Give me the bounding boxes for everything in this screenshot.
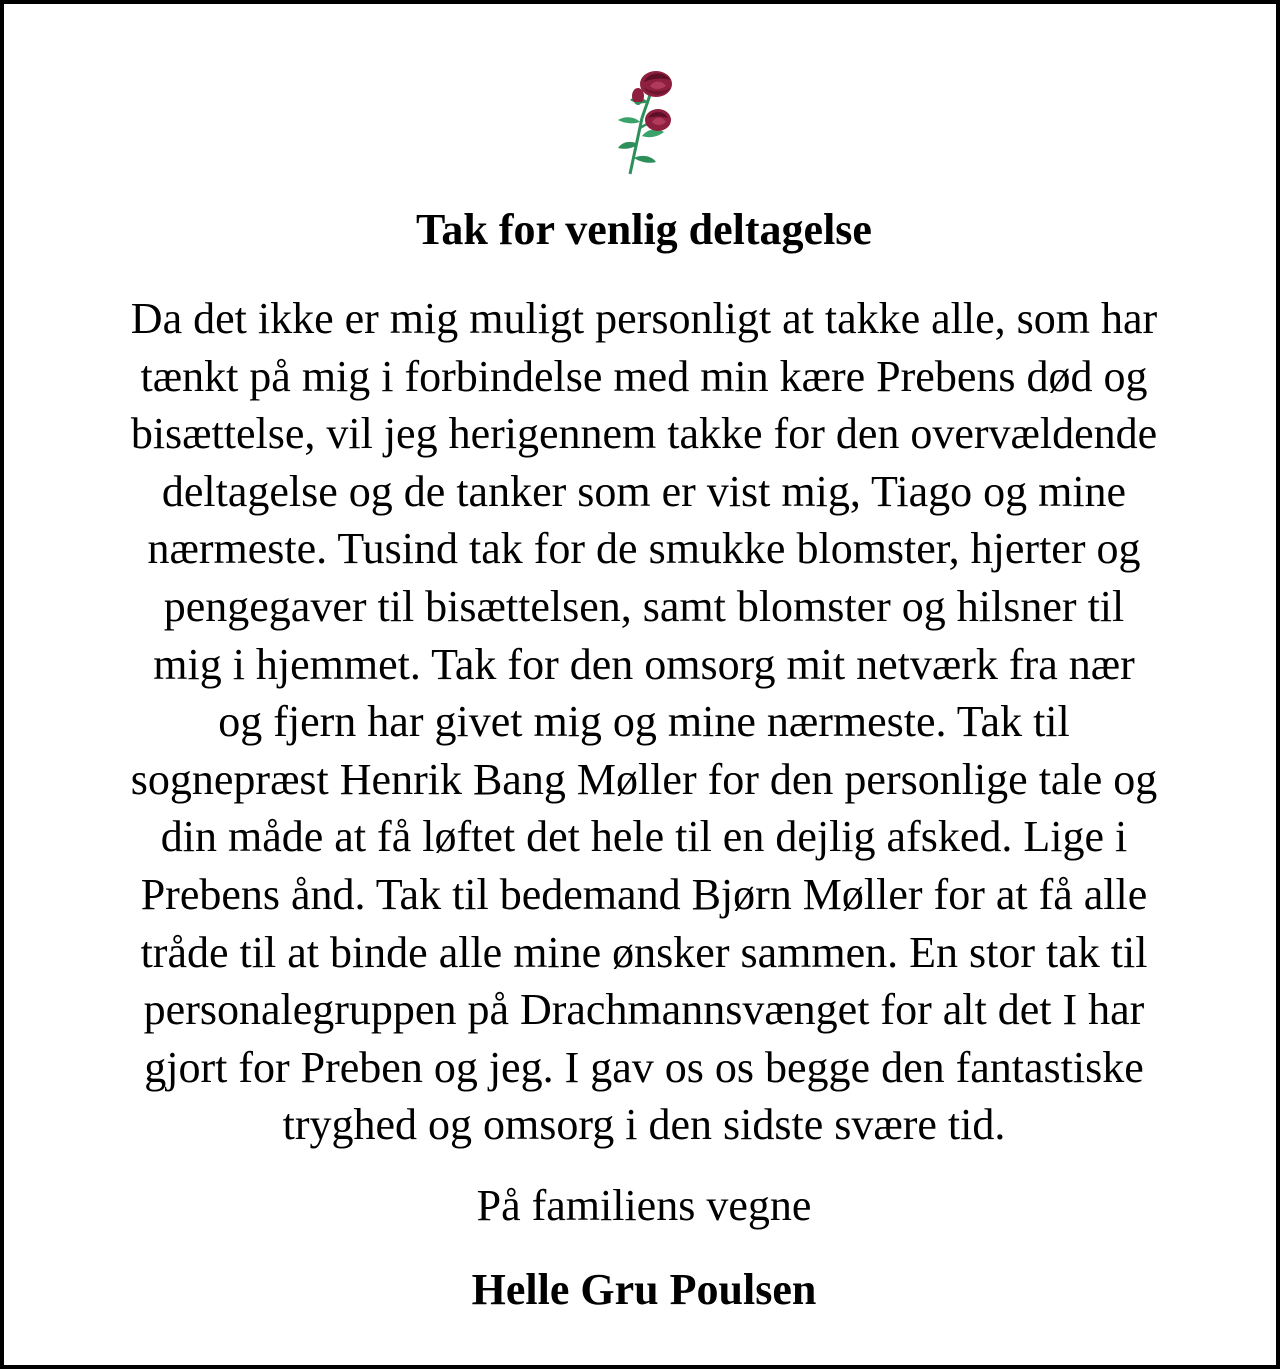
body-line: bisættelse, vil jeg herigennem takke for den overvældende [130,409,1158,459]
body-line: din måde at få løftet det hele til en dejlig afsked. Lige i [160,812,1128,862]
rose-icon [608,66,680,176]
body-line: personalegruppen på Drachmannsvænget for alt det I har [143,985,1145,1035]
body-line: sognepræst Henrik Bang Møller for den personlige tale og [130,754,1158,804]
body-line: tænkt på mig i forbindelse med min kære Prebens død og [140,351,1148,401]
body-line: deltagelse og de tanker som er vist mig, Tiago og mine [161,466,1127,516]
notice-body [24,290,1264,1154]
signature-name: Helle Gru Poulsen [471,1265,817,1314]
body-line: Prebens ånd. Tak til bedemand Bjørn Møller for at få alle [140,869,1148,919]
body-line: Da det ikke er mig muligt personligt at takke alle, som har [130,294,1158,343]
notice-title: Tak for venlig deltagelse [416,205,872,254]
body-line: og fjern har givet mig og mine nærmeste. Tak til [218,697,1070,747]
closing-text: På familiens vegne [476,1181,812,1230]
body-line: tryghed og omsorg i den sidste svære tid. [282,1100,1006,1150]
body-line: nærmeste. Tusind tak for de smukke blomster, hjerter og [147,524,1141,574]
body-line: gjort for Preben og jeg. I gav os os begge den fantastiske [144,1042,1144,1092]
body-line: pengegaver til bisættelsen, samt blomster og hilsner til [163,581,1125,631]
body-line: mig i hjemmet. Tak for den omsorg mit netværk fra nær [153,639,1135,689]
body-line: tråde til at binde alle mine ønsker sammen. En stor tak til [140,927,1148,977]
